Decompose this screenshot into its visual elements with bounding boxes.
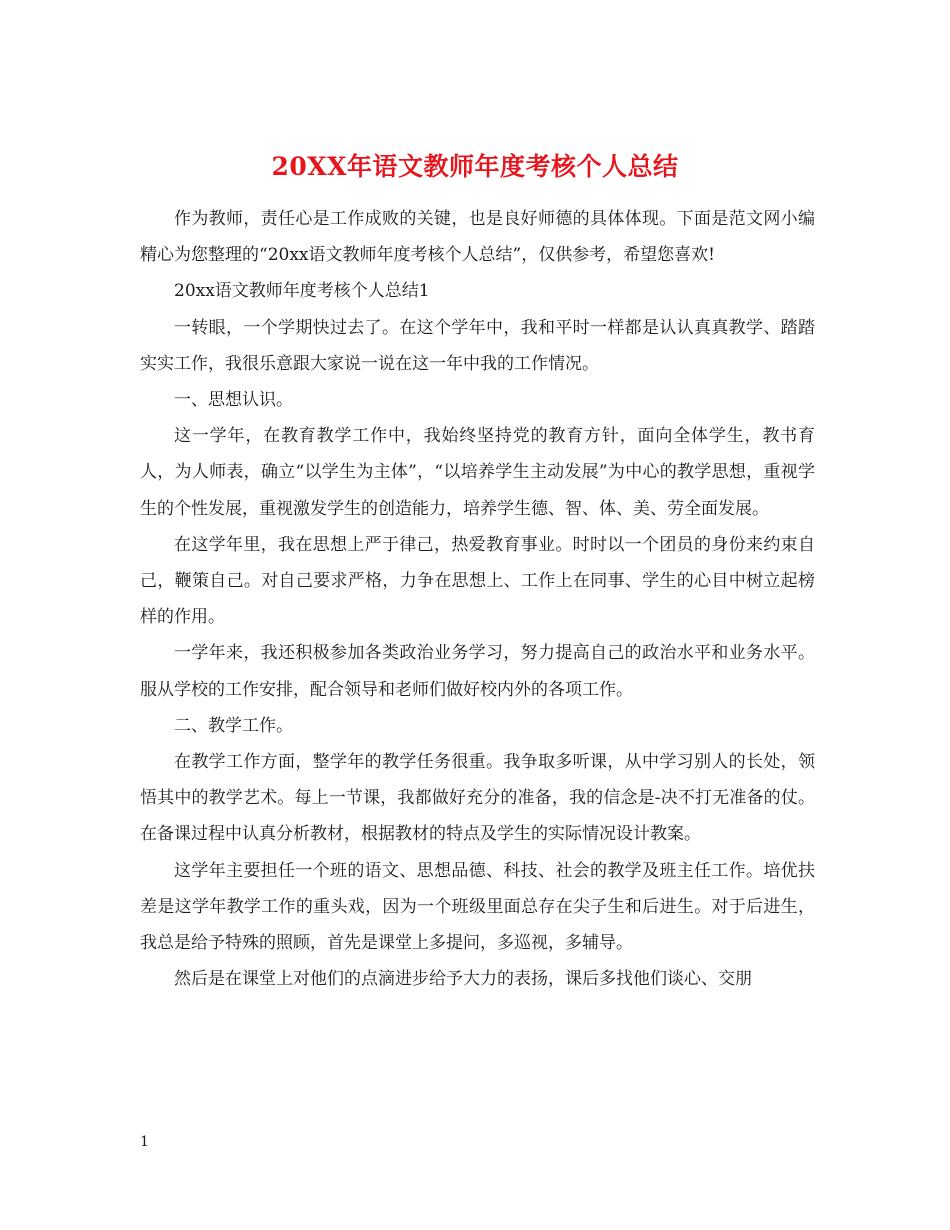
paragraph-thought-2: 在这学年里，我在思想上严于律己，热爱教育事业。时时以一个团员的身份来约束自己，鞭策自己。对自己要求严格，力争在思想上、工作上在同事、学生的心目中树立起榜样的作用。	[140, 534, 815, 628]
paragraph-intro: 作为教师，责任心是工作成败的关键，也是良好师德的具体体现。下面是范文网小编精心为您整理的“20xx语文教师年度考核个人总结”，仅供参考，希望您喜欢!	[140, 209, 815, 266]
paragraph-teaching-1: 在教学工作方面，整学年的教学任务很重。我争取多听课，从中学习别人的长处，领悟其中的教学艺术。每上一节课，我都做好充分的准备，我的信念是-决不打无准备的仗。在备课过程中认真分析教材，根据教材的特点及学生的实际情况设计教案。	[140, 752, 815, 845]
paragraph-thought-3: 一学年来，我还积极参加各类政治业务学习，努力提高自己的政治水平和业务水平。服从学校的工作安排，配合领导和老师们做好校内外的各项工作。	[140, 643, 815, 700]
section-heading-teaching: 二、教学工作。	[174, 715, 293, 736]
page-number: 1	[140, 1134, 149, 1150]
paragraph-opening: 一转眼，一个学期快过去了。在这个学年中，我和平时一样都是认认真真教学、踏踏实实工作，我很乐意跟大家说一说在这一年中我的工作情况。	[140, 317, 815, 374]
page-title: 20XX年语文教师年度考核个人总结	[271, 151, 679, 181]
document-body	[140, 201, 815, 997]
paragraph-teaching-3: 然后是在课堂上对他们的点滴进步给予大力的表扬，课后多找他们谈心、交朋	[174, 969, 752, 990]
paragraph-subtitle: 20xx语文教师年度考核个人总结1	[174, 281, 430, 302]
section-heading-thought: 一、思想认识。	[174, 390, 293, 411]
paragraph-teaching-2: 这学年主要担任一个班的语文、思想品德、科技、社会的教学及班主任工作。培优扶差是这学年教学工作的重头戏，因为一个班级里面总存在尖子生和后进生。对于后进生，我总是给予特殊的照顾，首先是课堂上多提问，多巡视，多辅导。	[140, 860, 815, 954]
paragraph-thought-1: 这一学年，在教育教学工作中，我始终坚持党的教育方针，面向全体学生，教书育人，为人师表，确立“以学生为主体”，“以培养学生主动发展”为中心的教学思想，重视学生的个性发展，重视激发学生的创造能力，培养学生德、智、体、美、劳全面发展。	[140, 426, 815, 519]
